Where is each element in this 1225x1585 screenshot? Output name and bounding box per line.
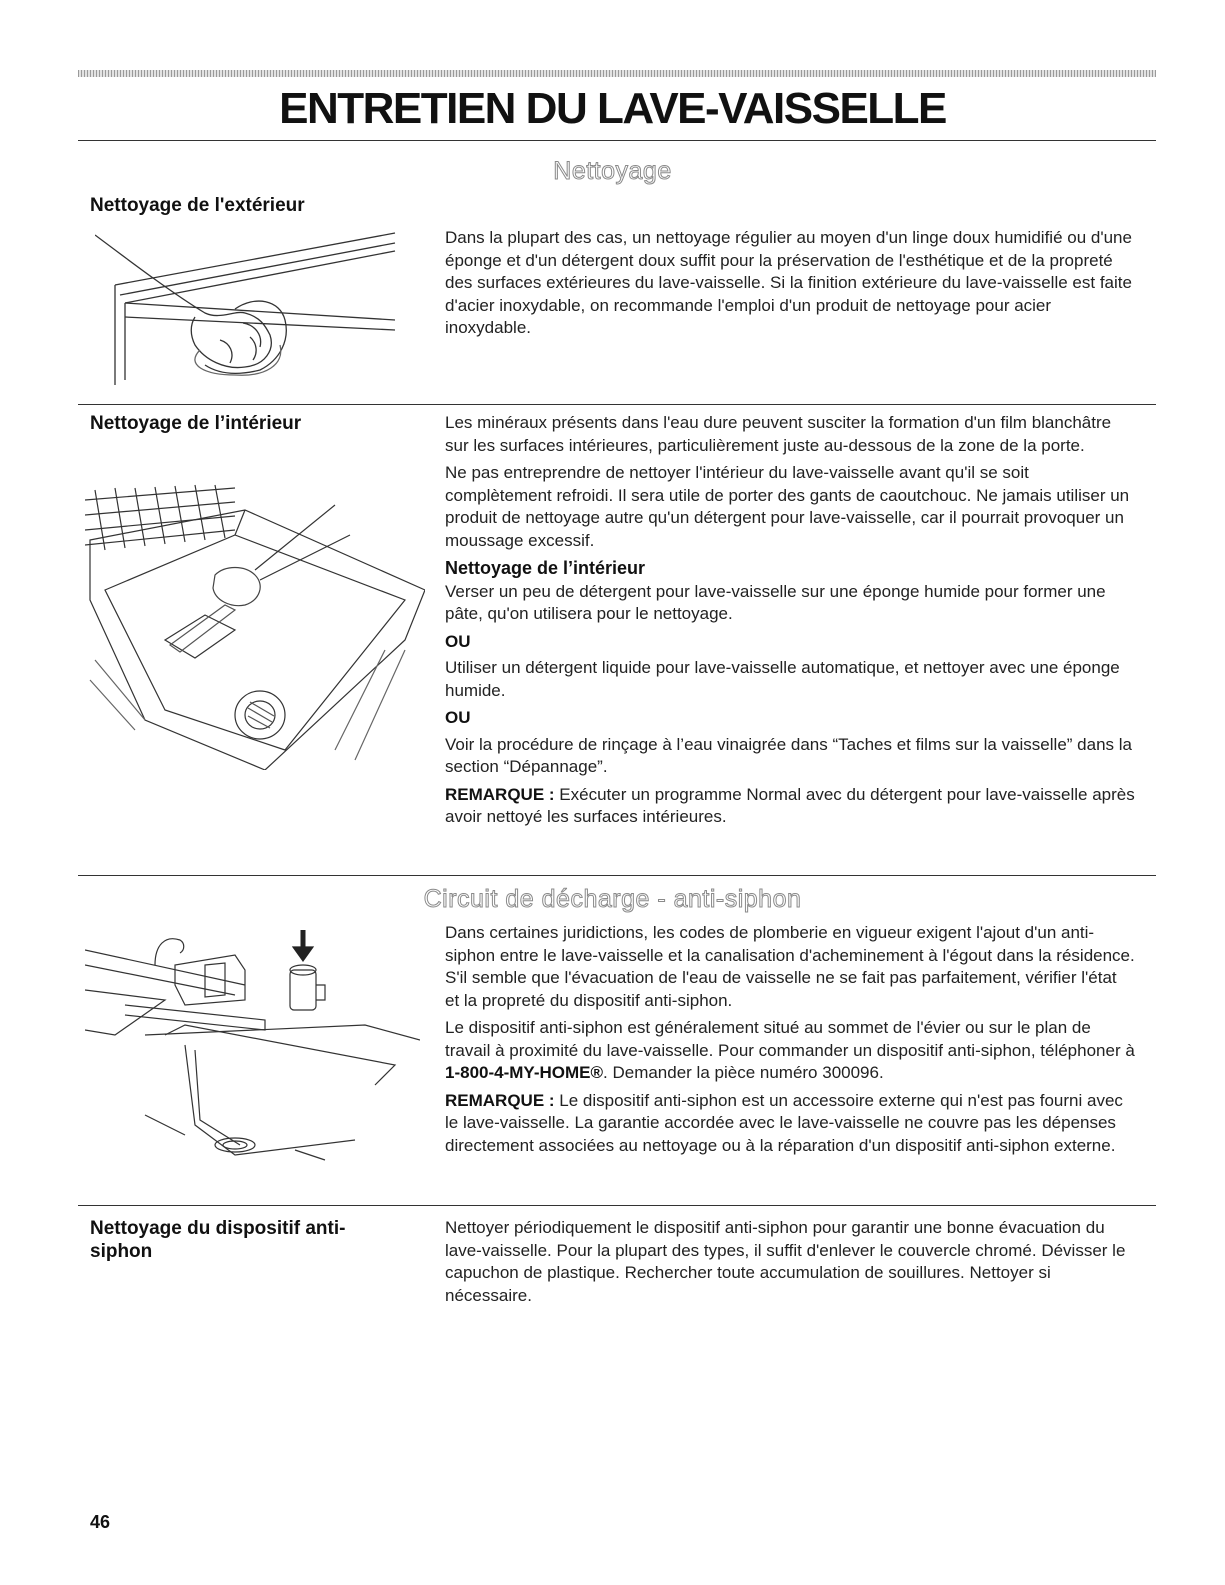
interieur-subheading: Nettoyage de l’intérieur [445, 558, 646, 578]
header-pattern-band [78, 70, 1156, 77]
interieur-method-2: Utiliser un détergent liquide pour lave-vaisselle automatique, et nettoyer avec une éponge humide. [445, 658, 1120, 700]
interieur-paragraph-2: Ne pas entreprendre de nettoyer l'intérieur du lave-vaisselle avant qu'il se soit complètement refroidi. Il sera utile de porter des gants de caoutchouc. Ne jamais utiliser un produit de nettoyage autre qu'un détergent pour lave-vaisselle, car il pourrait provoquer un moussage excessif. [445, 463, 1130, 550]
interieur-method-3: Voir la procédure de rinçage à l’eau vinaigrée dans “Taches et films sur la vaisselle” dans la section “Dépannage”. [445, 734, 1132, 776]
divider-exterieur [78, 404, 1156, 405]
divider-circuit [78, 875, 1156, 876]
exterieur-paragraph: Dans la plupart des cas, un nettoyage régulier au moyen d'un linge doux humidifié ou d'une éponge et d'un détergent doux suffit pour la préservation de l'esthétique et de la propreté des surfaces extérieures du lave-vaisselle. Si la finition extérieure du lave-vaisselle est faite d'acier inoxydable, on recommande l'emploi d'un produit de nettoyage pour acier inoxydable. [445, 228, 1132, 337]
dispositif-paragraph: Nettoyer périodiquement le dispositif anti-siphon pour garantir une bonne évacuation du lave-vaisselle. Pour la plupart des types, il suffit d'enlever le couvercle chromé. Dévisser le capuchon de plastique. Rechercher toute accumulation de souillures. Nettoyer si nécessaire. [445, 1218, 1126, 1305]
circuit-paragraph-2-end: . Demander la pièce numéro 300096. [603, 1063, 884, 1082]
heading-interieur: Nettoyage de l’intérieur [90, 413, 302, 434]
circuit-paragraph-2-start: Le dispositif anti-siphon est généralement situé au sommet de l'évier ou sur le plan de travail à proximité du lave-vaisselle. Pour commander un dispositif anti-siphon, téléphoner à [445, 1018, 1135, 1060]
dispositif-text [445, 1217, 1135, 1312]
circuit-note-label: REMARQUE : [445, 1090, 555, 1110]
interieur-paragraph-1: Les minéraux présents dans l'eau dure peuvent susciter la formation d'un film blanchâtre sur les surfaces intérieures, particulièrement juste au-dessous de la zone de la porte. [445, 413, 1112, 455]
interieur-text [445, 412, 1135, 834]
page-title: ENTRETIEN DU LAVE-VAISSELLE [279, 84, 946, 133]
or-separator-2: OU [445, 708, 471, 727]
circuit-note [445, 1090, 1135, 1158]
or-separator-1: OU [445, 631, 471, 651]
page-number: 46 [90, 1512, 111, 1532]
exterieur-text [445, 227, 1135, 345]
interieur-method-1: Verser un peu de détergent pour lave-vaisselle sur une éponge humide pour former une pâte, qu'on utilisera pour le nettoyage. [445, 581, 1106, 623]
circuit-note-text: Le dispositif anti-siphon est un accessoire externe qui n'est pas fourni avec le lave-vaisselle. La garantie accordée avec le lave-vaisselle ne couvre pas les dépenses directement associées au nettoyage ou à la réparation d'un dispositif anti-siphon externe. [445, 1090, 1123, 1155]
heading-dispositif: Nettoyage du dispositif anti-siphon [90, 1218, 346, 1262]
note-text: Exécuter un programme Normal avec du détergent pour lave-vaisselle après avoir nettoyé les surfaces intérieures. [445, 784, 1135, 826]
title-rule [78, 140, 1156, 141]
circuit-text [445, 922, 1135, 1162]
interieur-note [445, 784, 1135, 829]
interior-cleaning-illustration [85, 480, 425, 770]
divider-dispositif [78, 1205, 1156, 1206]
circuit-paragraph-1: Dans certaines juridictions, les codes de plomberie en vigueur exigent l'ajout d'un anti-siphon entre le lave-vaisselle et la canalisation d'acheminement à l'égout dans la résidence. S'il semble que l'évacuation de l'eau de vaisselle ne se fait pas parfaitement, vérifier l'état et la propreté du dispositif anti-siphon. [445, 923, 1135, 1010]
air-gap-illustration [85, 925, 420, 1180]
note-label: REMARQUE : [445, 784, 555, 804]
section-title-circuit: Circuit de décharge - anti-siphon [423, 885, 802, 913]
exterior-cleaning-illustration [95, 225, 415, 390]
circuit-paragraph-2 [445, 1017, 1135, 1085]
heading-exterieur: Nettoyage de l'extérieur [90, 195, 305, 216]
phone-number: 1-800-4-MY-HOME® [445, 1063, 604, 1082]
section-title-nettoyage: Nettoyage [553, 157, 672, 185]
